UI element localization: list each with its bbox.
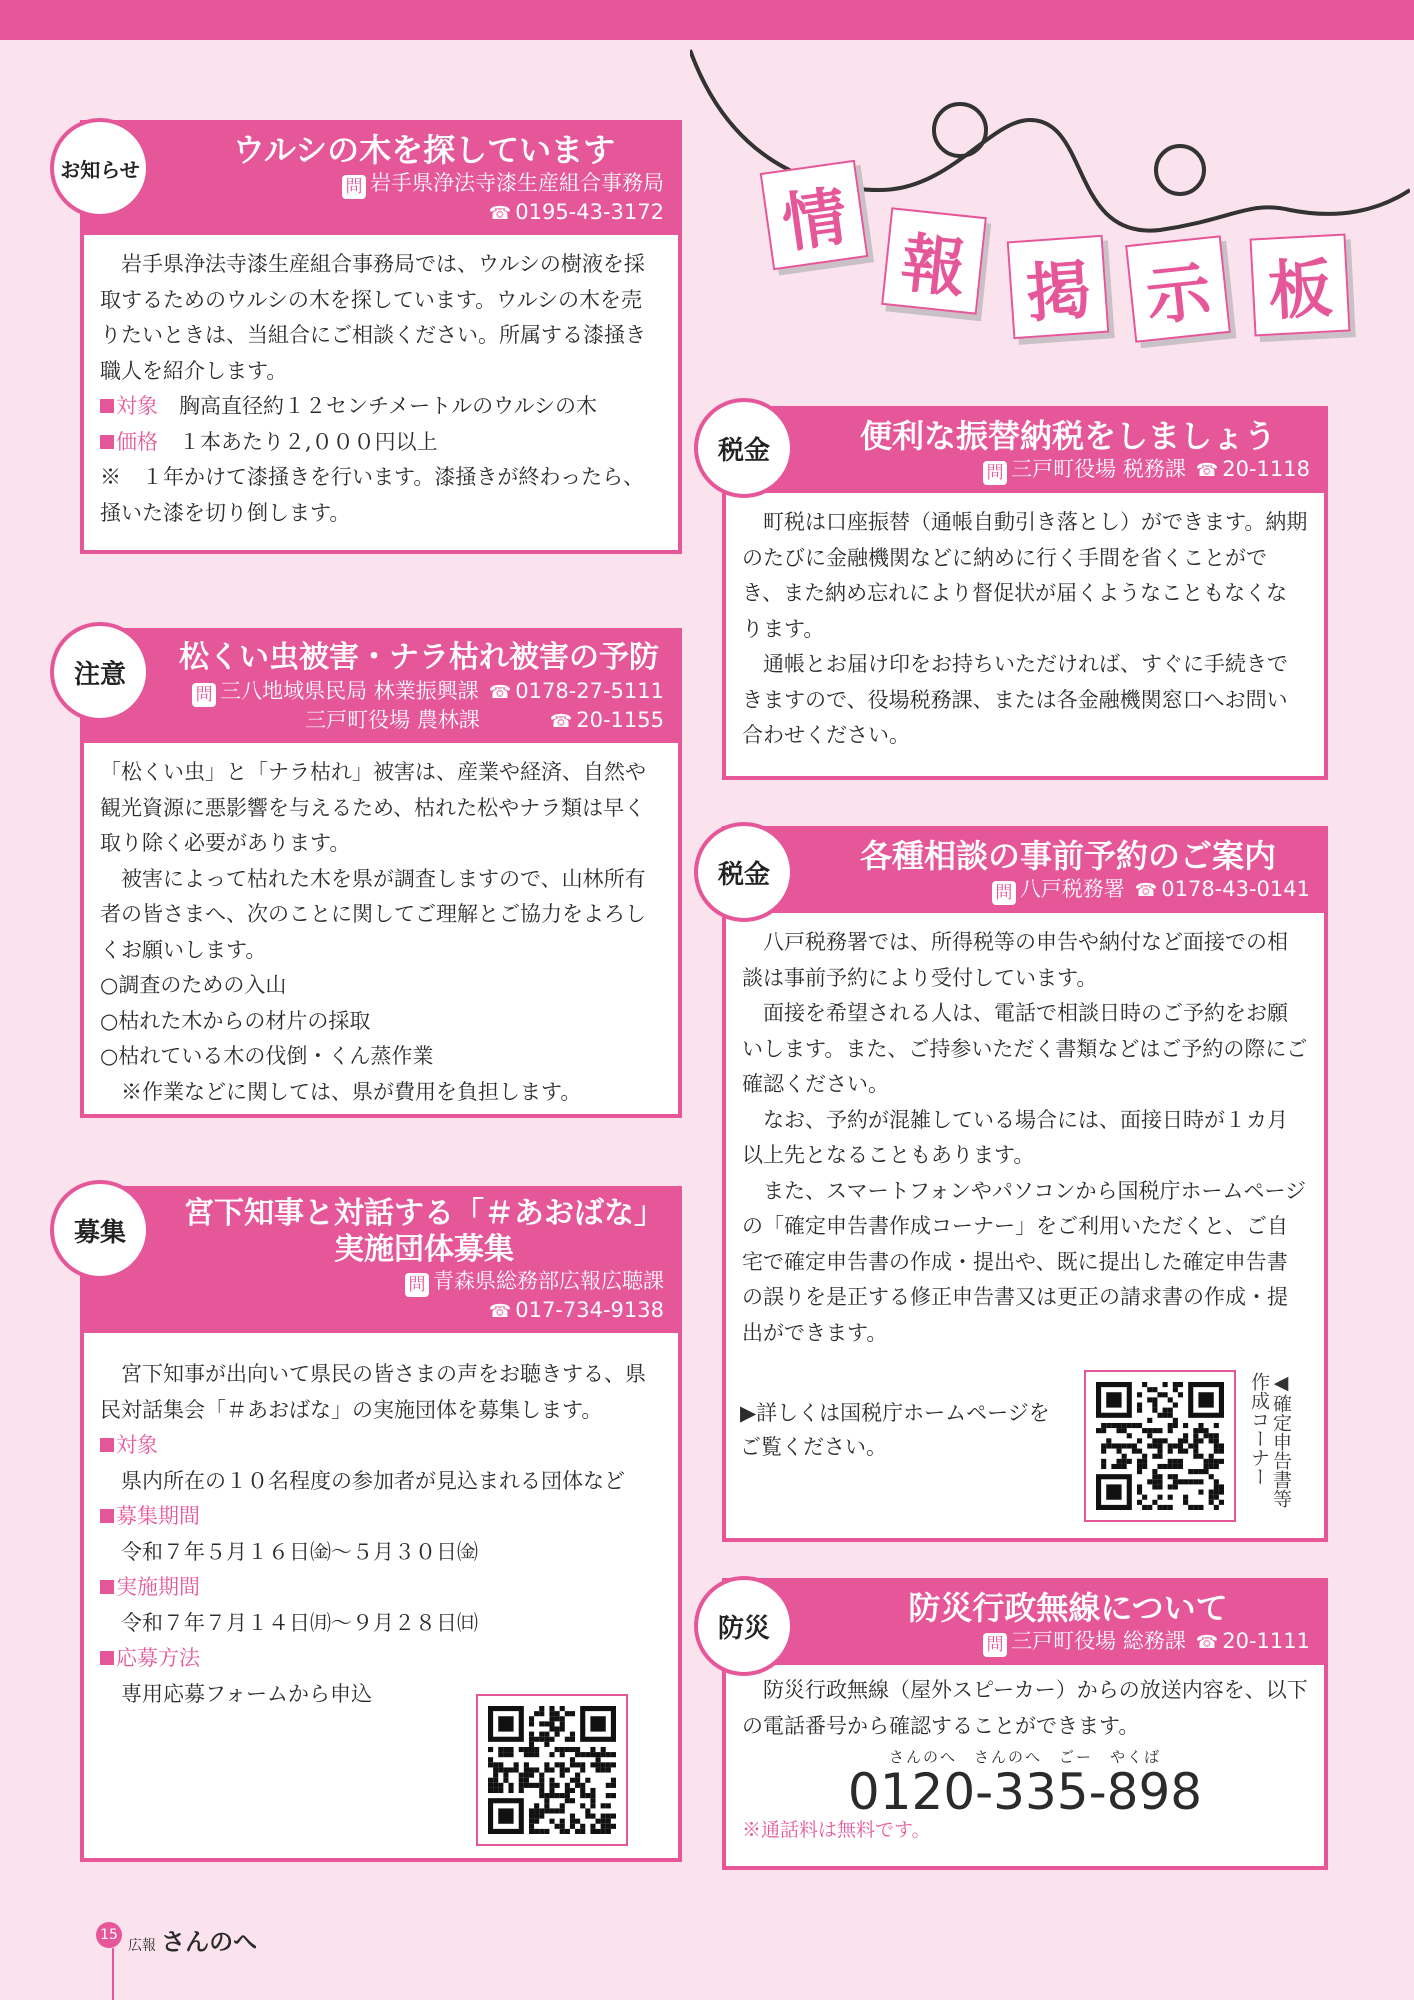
footer-label: 広報 [128, 1938, 156, 1954]
phone-ruby: さんのへ さんのへ ごー やくば [888, 1748, 1161, 1766]
caution-org1: 三八地域県民局 林業振興課 [220, 679, 479, 703]
recruit-impl-label: 実施期間 [100, 1570, 662, 1606]
tax2-qr-note: ◀確定申告書等作成コーナー [1248, 1372, 1292, 1508]
target-text: 胸高直径約１２センチメートルのウルシの木 [179, 394, 598, 418]
caution-org2: 三戸町役場 農林課 [305, 708, 480, 732]
recruit-method-text: 専用応募フォームから申込 [121, 1681, 372, 1706]
caution-item: ○調査のための入山 [100, 973, 287, 997]
caution-phone1[interactable]: 0178-27-5111 [515, 679, 664, 703]
notice-badge: お知らせ [50, 118, 150, 218]
notice-paragraph: 岩手県浄法寺漆生産組合事務局では、ウルシの樹液を採取するためのウルシの木を探しています。ウルシの木を売りたいときは、当組合にご相談ください。所属する漆掻き職人を紹介します。 [100, 252, 646, 383]
inquiry-icon: 問 [992, 881, 1016, 905]
tax2-qr-code[interactable] [1084, 1370, 1236, 1522]
recruit-impl-text: 令和７年７月１４日㈪～９月２８日㈰ [121, 1610, 478, 1635]
caution-note: ※作業などに関しては、県が費用を負担します。 [121, 1079, 582, 1104]
title-char-4: 示 [1125, 235, 1231, 342]
notice-box [80, 120, 682, 554]
notice-body [84, 235, 678, 543]
phone-icon: ☎ [488, 682, 512, 703]
recruit-qr-code[interactable] [476, 1694, 628, 1846]
tax2-p1: 八戸税務署では、所得税等の申告や納付など面接での相談は事前予約により受付しています。 [742, 930, 1288, 990]
tax1-title: 便利な振替納税をしましょう [859, 417, 1276, 455]
caution-item: ○枯れた木からの材片の採取 [100, 1008, 371, 1033]
disaster-header [726, 1582, 1324, 1665]
tax2-title: 各種相談の事前予約のご案内 [859, 837, 1276, 875]
disaster-phone[interactable]: 20-1111 [1222, 1629, 1310, 1653]
notice-phone[interactable]: 0195-43-3172 [515, 200, 664, 224]
disaster-phone-number[interactable]: 0120-335-898 [847, 1763, 1203, 1821]
recruit-contact [184, 1268, 664, 1297]
phone-icon: ☎ [1195, 460, 1219, 481]
inquiry-icon: 問 [983, 1633, 1007, 1657]
footer-name: さんのへ [161, 1928, 258, 1956]
recruit-org: 青森県総務部広報広聴課 [433, 1269, 664, 1293]
disaster-p1: 防災行政無線（屋外スピーカー）からの放送内容を、以下の電話番号から確認することができます。 [742, 1678, 1308, 1738]
caution-body [84, 743, 678, 1122]
target-label: 対象 [100, 394, 158, 418]
tax2-body [726, 913, 1324, 1363]
tax2-header [726, 830, 1324, 913]
caution-contact-row1 [174, 678, 664, 707]
tax2-contact [826, 876, 1310, 905]
recruit-header [84, 1190, 678, 1333]
recruit-method-label: 応募方法 [100, 1641, 662, 1677]
price-label: 価格 [100, 430, 158, 454]
notice-header [84, 124, 678, 235]
phone-icon: ☎ [1134, 880, 1158, 901]
footer-line [112, 1948, 114, 2000]
title-char-5: 板 [1250, 234, 1351, 337]
price-text: １本あたり２,０００円以上 [179, 429, 438, 454]
recruit-title-1: 宮下知事と対話する「＃あおばな」 [184, 1196, 664, 1231]
notice-title: ウルシの木を探しています [232, 131, 616, 169]
disaster-contact [826, 1628, 1310, 1657]
recruit-badge: 募集 [50, 1180, 150, 1280]
recruit-target-label: 対象 [100, 1428, 662, 1464]
recruit-period-text: 令和７年５月１６日㈮～５月３０日㈮ [121, 1539, 478, 1564]
tax1-header [726, 410, 1324, 493]
notice-phone-row [184, 199, 664, 227]
page-number: 15 [96, 1922, 122, 1948]
disaster-badge: 防災 [694, 1576, 794, 1676]
caution-phone2[interactable]: 20-1155 [576, 708, 664, 732]
tax1-phone[interactable]: 20-1118 [1222, 457, 1310, 481]
recruit-phone[interactable]: 017-734-9138 [515, 1298, 664, 1322]
notice-contact-org: 岩手県浄法寺漆生産組合事務局 [370, 171, 664, 195]
tax1-box [722, 406, 1328, 780]
phone-icon: ☎ [488, 1301, 512, 1322]
recruit-target-text: 県内所在の１０名程度の参加者が見込まれる団体など [121, 1468, 625, 1493]
phone-icon: ☎ [549, 711, 573, 732]
caution-p1: 「松くい虫」と「ナラ枯れ」被害は、産業や経済、自然や観光資源に悪影響を与えるため、枯れた松やナラ類は早く取り除く必要があります。 [100, 760, 646, 855]
tax2-phone[interactable]: 0178-43-0141 [1161, 877, 1310, 901]
title-char-2: 報 [881, 207, 987, 314]
disaster-body [726, 1665, 1324, 1854]
tax1-org: 三戸町役場 税務課 [1011, 457, 1186, 481]
tax2-link-text[interactable]: ▶詳しくは国税庁ホームページをご覧ください。 [740, 1401, 1050, 1459]
inquiry-icon: 問 [342, 175, 366, 199]
caution-box [80, 628, 682, 1118]
inquiry-icon: 問 [983, 461, 1007, 485]
notice-note: ※ １年かけて漆掻きを行います。漆掻きが終わったら、掻いた漆を切り倒します。 [100, 465, 645, 525]
inquiry-icon: 問 [192, 683, 216, 707]
recruit-phone-row [184, 1297, 664, 1325]
tax2-p2: 面接を希望される人は、電話で相談日時のご予約をお願いします。また、ご持参いただく書類などはご予約の際にご確認ください。 [742, 1001, 1308, 1096]
tax1-p2: 通帳とお届け印をお持ちいただければ、すぐに手続きできますので、役場税務課、または各金融機関窓口へお問い合わせください。 [742, 652, 1288, 747]
tax1-badge: 税金 [694, 398, 794, 498]
phone-icon: ☎ [1195, 1632, 1219, 1653]
caution-badge: 注意 [50, 622, 150, 722]
tax1-p1: 町税は口座振替（通帳自動引き落とし）ができます。納期のたびに金融機関などに納めに行く手間を省くことができ、また納め忘れにより督促状が届くようなこともなくなります。 [742, 510, 1308, 641]
recruit-p1: 宮下知事が出向いて県民の皆さまの声をお聴きする、県民対話集会「＃あおばな」の実施団体を募集します。 [100, 1362, 646, 1422]
tax1-body [726, 493, 1324, 766]
tax2-badge: 税金 [694, 822, 794, 922]
notice-contact [184, 170, 664, 199]
tax2-org: 八戸税務署 [1019, 877, 1125, 901]
recruit-period-label: 募集期間 [100, 1499, 662, 1535]
tax1-contact [826, 456, 1310, 485]
footer-logo [128, 1922, 257, 1957]
tax2-p3: なお、予約が混雑している場合には、面接日時が１カ月以上先となることもあります。 [742, 1107, 1288, 1167]
inquiry-icon: 問 [405, 1273, 429, 1297]
title-char-3: 掲 [1007, 235, 1110, 339]
caution-p2: 被害によって枯れた木を県が調査しますので、山林所有者の皆さまへ、次のことに関してご理解とご協力をよろしくお願いします。 [100, 866, 646, 962]
disaster-org: 三戸町役場 総務課 [1011, 1629, 1186, 1653]
caution-header [84, 632, 678, 743]
notice-price [100, 425, 662, 461]
phone-icon: ☎ [488, 203, 512, 224]
disaster-title: 防災行政無線について [908, 1589, 1228, 1627]
top-bar [0, 0, 1414, 40]
caution-item: ○枯れている木の伐倒・くん蒸作業 [100, 1044, 434, 1068]
notice-target [100, 389, 662, 425]
title-char-1: 情 [760, 160, 869, 270]
header-garland [690, 40, 1410, 390]
disaster-note: ※通話料は無料です。 [742, 1819, 931, 1841]
caution-title: 松くい虫被害・ナラ枯れ被害の予防 [179, 640, 659, 675]
disaster-box [722, 1578, 1328, 1870]
recruit-title-2: 実施団体募集 [334, 1232, 514, 1267]
recruit-body [84, 1333, 678, 1724]
tax2-p4: また、スマートフォンやパソコンから国税庁ホームページの「確定申告書作成コーナー」をご利用いただくと、ご自宅で確定申告書の作成・提出や、既に提出した確定申告書の誤りを是正する修正申告書又は更正の請求書の作成・提出ができます。 [742, 1178, 1307, 1345]
caution-contact-row2 [174, 707, 664, 735]
